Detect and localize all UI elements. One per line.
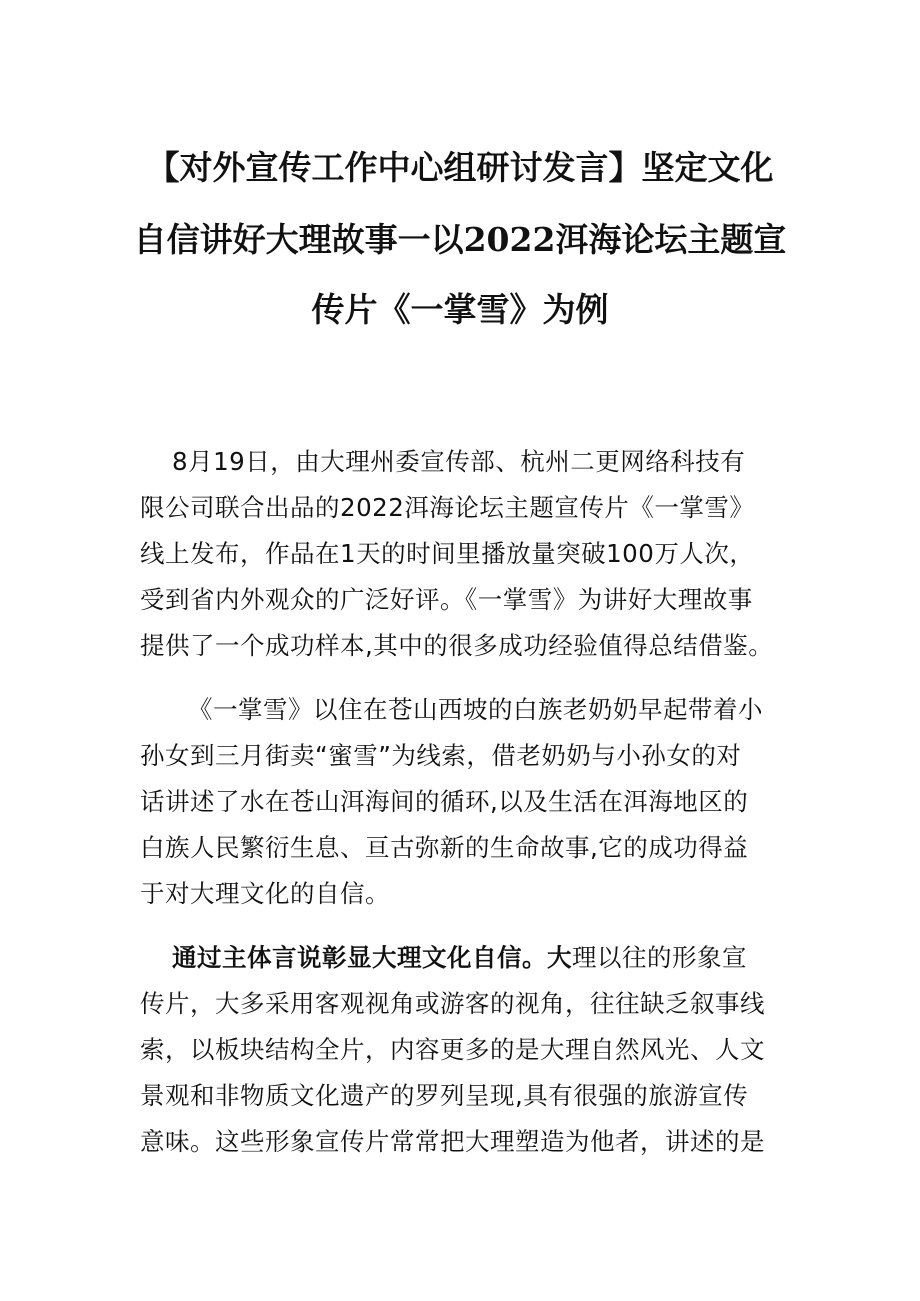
paragraph-line: 景观和非物质文化遗产的罗列呈现,具有很强的旅游宣传 <box>140 1081 749 1110</box>
title-line-1: 【对外宣传工作中心组研讨发言】坚定文化 <box>146 148 774 187</box>
title-line-2: 自信讲好大理故事一以2022洱海论坛主题宣 <box>133 220 787 259</box>
paragraph-line-rest: 理以往的形象宣 <box>572 943 747 972</box>
paragraph-line: 《一掌雪》以住在苍山西坡的白族老奶奶早起带着小 <box>188 695 763 724</box>
paragraph-line: 索，以板块结构全片，内容更多的是大理自然风光、人文 <box>140 1035 765 1064</box>
paragraph-line: 8月19日，由大理州委宣传部、杭州二更网络科技有 <box>172 447 746 476</box>
paragraph-line: 限公司联合出品的2022洱海论坛主题宣传片《一掌雪》 <box>140 493 755 522</box>
paragraph-line: 传片，大多采用客观视角或游客的视角，往往缺乏叙事线 <box>140 989 765 1018</box>
paragraph-line: 话讲述了水在苍山洱海间的循环,以及生活在洱海地区的 <box>140 787 749 816</box>
paragraph-bold-lead: 通过主体言说彰显大理文化自信。 <box>172 943 547 972</box>
paragraph-line <box>140 935 800 981</box>
paragraph-1 <box>140 439 800 669</box>
paragraph-bold-word: 大 <box>547 943 572 972</box>
paragraph-line: 线上发布，作品在1天的时间里播放量突破100万人次， <box>140 539 755 568</box>
paragraph-line: 意味。这些形象宣传片常常把大理塑造为他者，讲述的是 <box>140 1127 765 1156</box>
paragraph-2 <box>140 687 800 917</box>
paragraph-line: 提供了一个成功样本,其中的很多成功经验值得总结借鉴。 <box>140 631 774 660</box>
title-line-3: 传片《一掌雪》为例 <box>311 290 609 329</box>
paragraph-line: 孙女到三月街卖“蜜雪”为线索，借老奶奶与小孙女的对 <box>140 741 742 770</box>
paragraph-line: 白族人民繁衍生息、亘古弥新的生命故事,它的成功得益 <box>140 833 749 862</box>
paragraph-3 <box>140 935 800 1165</box>
paragraph-line: 受到省内外观众的广泛好评。《一掌雪》为讲好大理故事 <box>140 585 753 614</box>
paragraph-line: 于对大理文化的自信。 <box>140 879 390 908</box>
